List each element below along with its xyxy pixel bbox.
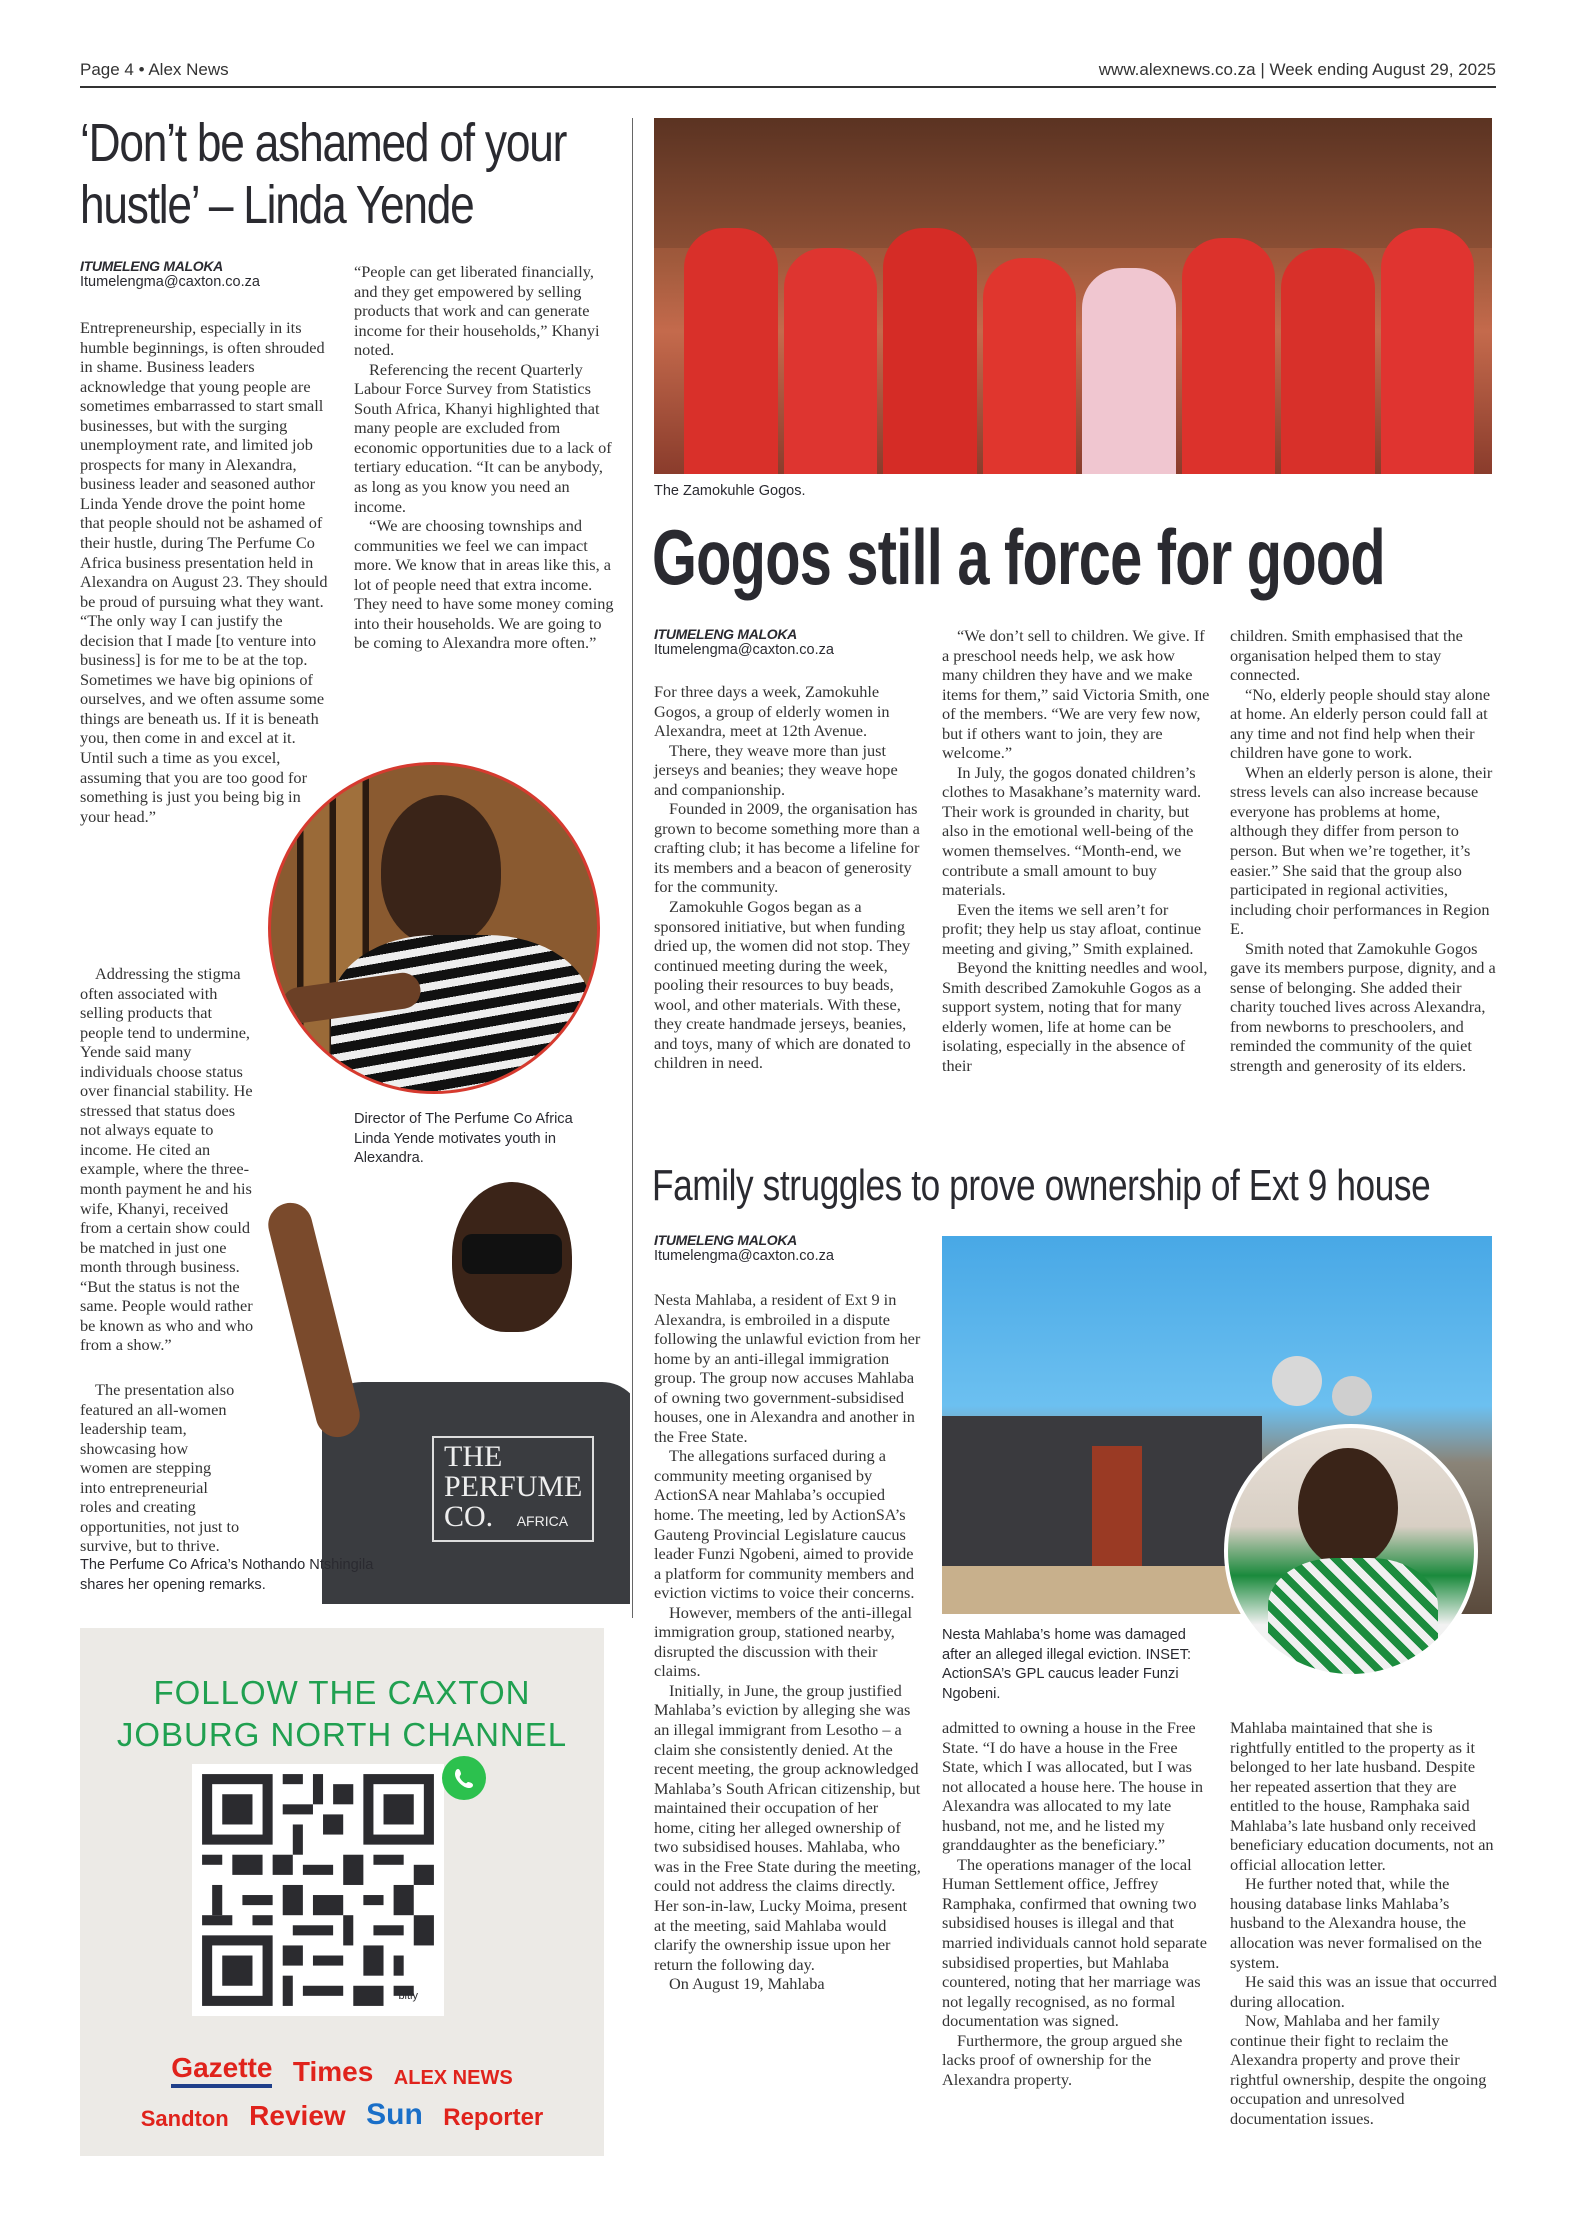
article2-byline: ITUMELENG MALOKA	[654, 626, 797, 642]
advert-title-line: FOLLOW THE CAXTON	[153, 1674, 531, 1711]
article2-col3-para: “No, elderly people should stay alone at home. An elderly person could fall at any time and not find help when their children have gone to work.	[1230, 684, 1491, 763]
article2-col3-para: Smith noted that Zamokuhle Gogos gave its members purpose, dignity, and a sense of belonging. She added their charity touched lives across Alexandra, from newborns to preschoolers, and reminded the community of the quiet strength and generosity of its elders.	[1230, 938, 1496, 1076]
phone-glyph	[442, 1756, 486, 1800]
article2-col1-para: There, they weave more than just jerseys and beanies; they weave hope and companionship.	[654, 740, 898, 799]
alex-news-logo: ALEX NEWS	[393, 2067, 513, 2089]
article1-byline: ITUMELENG MALOKA	[80, 258, 223, 274]
shirt-text: CO.	[444, 1500, 494, 1533]
gogos-group	[684, 228, 1474, 474]
shirt-text: THE	[444, 1440, 503, 1473]
article3-col3-para: Mahlaba maintained that she is rightfully entitled to the property as it belonged to her late husband. Despite her repeated assertion that they are entitled to the house, Ramphaka said Mahlaba’s late husband only received beneficiary education documents, not an official allocation letter.	[1230, 1718, 1494, 1874]
nothando-caption: The Perfume Co Africa’s Nothando Ntshingila shares her opening remarks.	[80, 1557, 374, 1593]
advert-title-line: JOBURG NORTH CHANNEL	[116, 1716, 568, 1753]
qr-code[interactable]	[192, 1764, 444, 2016]
times-logo: Times	[292, 2056, 374, 2087]
article1-col1-para: Entrepreneurship, especially in its humble beginnings, is often shrouded in shame. Business leaders acknowledge that young people are sometimes embarrassed to start small businesses, but with the surging unemployment rate, and limited job prospects for many in Alexandra, business leader and seasoned author Linda Yende drove the point home that people should not be ashamed of their hustle, during The Perfume Co Africa business presentation held in Alexandra on August 23. They should be proud of pursuing what they want. “The only way I can justify the decision that I made [to venture into business] is for me to be at the top. Sometimes we have big opinions of ourselves, and we often assume some things are beneath us. If it is beneath you, then come in and excel at it. Until such a time as you excel, assuming that you are too good for something is just you being big in your head.”	[80, 318, 328, 826]
article1-col2-para: “People can get liberated financially, and they get empowered by selling products that work and can generate income for their households,” Khanyi noted.	[354, 262, 600, 360]
article2-col2-para: In July, the gogos donated children’s clothes to Masakhane’s maternity ward. Their work is grounded in charity, but also in the emotional well-being of the women themselves. “Month-end, we contribute a small amount to buy materials.	[942, 762, 1202, 900]
article3-col2-para: admitted to owning a house in the Free State. “I do have a house in the Free State, which I was allocated, but I was not allocated a house here. The house in Alexandra was allocated to my late husband, not me, and he listed my granddaughter as the beneficiary.”	[942, 1718, 1204, 1855]
article3-col1-para: The allegations surfaced during a community meeting organised by ActionSA near Mahlaba’s occupied home. The meeting, led by ActionSA’s Gauteng Provincial Legislature caucus leader Funzi Ngobeni, aimed to provide a platform for community members and eviction victims to voice their concerns.	[654, 1446, 915, 1603]
article2-col2-para: Even the items we sell aren’t for profit; they help us stay afloat, continue meeting and giving,” Smith explained.	[942, 899, 1202, 958]
article2-col3-para: children. Smith emphasised that the organisation helped them to stay connected.	[1230, 626, 1463, 685]
header-rule	[80, 86, 1496, 88]
article1-byline-block	[80, 258, 340, 290]
article1-email: Itumelengma@caxton.co.za	[80, 274, 260, 290]
site-date-line: www.alexnews.co.za | Week ending August 29, 2025	[1098, 60, 1496, 79]
shirt-text: PERFUME	[444, 1470, 583, 1503]
logos-row-2	[80, 2098, 604, 2132]
article3-col2	[942, 1718, 1210, 2089]
article1-col1-end	[80, 1380, 240, 1556]
raised-arm	[264, 1198, 365, 1442]
satellite-dish	[1272, 1356, 1322, 1406]
whatsapp-icon	[442, 1756, 486, 1800]
article1-col2	[354, 262, 616, 653]
article1-col1-cont	[80, 964, 255, 1355]
article1-col1	[80, 318, 330, 826]
funzi-ngobeni-inset-photo	[1224, 1424, 1478, 1678]
advert-title	[80, 1672, 604, 1756]
article2-col2-para: Beyond the knitting needles and wool, Smith described Zamokuhle Gogos as a support system, noting that for many elderly women, life at home can be isolating, especially in the absence of their	[942, 958, 1208, 1076]
shirt-logo	[432, 1436, 594, 1542]
randburg-sun-logo: Sun	[366, 2098, 423, 2131]
article1-headline: ‘Don’t be ashamed of your hustle’ – Linda Yende	[80, 113, 567, 235]
article2-col1-para: For three days a week, Zamokuhle Gogos, a group of elderly women in Alexandra, meet at 12th Avenue.	[654, 682, 890, 741]
gogos-photo-caption: The Zamokuhle Gogos.	[654, 483, 806, 499]
article1-col2-para: “We are choosing townships and communities we feel we can impact more. We know that in areas like this, a lot of people need that extra income. They need to have some money coming into their households. We are going to be coming to Alexandra more often.”	[354, 516, 614, 653]
article2-headline: Gogos still a force for good	[652, 513, 1385, 601]
article3-col1	[654, 1290, 922, 1994]
linda-yende-photo	[268, 762, 600, 1094]
article3-headline: Family struggles to prove ownership of Ext 9 house	[652, 1161, 1431, 1210]
article3-col1-para: Nesta Mahlaba, a resident of Ext 9 in Alexandra, is embroiled in a dispute following the unlawful eviction from her home by an anti-illegal immigration group. The group now accuses Mahlaba of owning two government-subsidised houses, one in Alexandra and another in the Free State.	[654, 1290, 921, 1446]
article3-col3	[1230, 1718, 1498, 2128]
article2-col3	[1230, 626, 1498, 1076]
portrait-head	[381, 795, 501, 945]
article3-email: Itumelengma@caxton.co.za	[654, 1248, 834, 1264]
article3-col2-para: Furthermore, the group argued she lacks proof of ownership for the Alexandra property.	[942, 2030, 1183, 2089]
article3-col1-para: Initially, in June, the group justified Mahlaba’s eviction by alleging she was an illegal immigrant from Lesotho – a claim she consistently denied. At the recent meeting, the group acknowledged Mahlaba’s South African citizenship, but maintained their occupation of her home, citing her alleged ownership of two subsidised houses. Mahlaba, who was in the Free State during the meeting, could not address the claims directly. Her son-in-law, Lucky Moima, present at the meeting, said Mahlaba would clarify the ownership issue upon her return the following day.	[654, 1680, 921, 1974]
article3-col1-para: However, members of the anti-illegal immigration group, stationed nearby, disrupted the discussion with their claims.	[654, 1602, 913, 1681]
ground	[942, 1566, 1262, 1614]
article1-col1-para: The presentation also featured an all-women leadership team, showcasing how women are stepping into entrepreneurial roles and creating opportunities, not just to survive, but to thrive.	[80, 1380, 240, 1556]
qr-code-graphic	[192, 1764, 444, 2016]
article2-email: Itumelengma@caxton.co.za	[654, 642, 834, 658]
sunglasses	[462, 1234, 562, 1274]
article3-byline: ITUMELENG MALOKA	[654, 1232, 797, 1248]
article2-col1-para: Founded in 2009, the organisation has grown to become something more than a crafting club; it has become a lifeline for its members and a beacon of generosity for the community.	[654, 799, 920, 897]
article1-col1-para: Addressing the stigma often associated with selling products that people tend to undermine, Yende said many individuals choose status over financial stability. He stressed that status does not always equate to income. He cited an example, where the three-month payment he and his wife, Khanyi, received from a certain show could be matched in just one month through business. “But the status is not the same. People would rather be known as who and who from a show.”	[80, 964, 254, 1355]
midrand-reporter-logo: Reporter	[443, 2104, 544, 2131]
article2-col1	[654, 682, 922, 1073]
page-folio: Page 4 • Alex News	[80, 60, 229, 79]
fourways-review-logo: Review	[249, 2100, 346, 2131]
portrait-shirt	[331, 935, 591, 1094]
nothando-photo	[262, 1172, 630, 1604]
actionsa-shirt	[1268, 1558, 1438, 1678]
article2-col1-para: Zamokuhle Gogos began as a sponsored initiative, but when funding dried up, the women did not stop. They continued meeting during the week, pooling their resources to buy beads, wool, and other materials. With these, they create handmade jerseys, beanies, and toys, many of which are donated to children in need.	[654, 897, 911, 1073]
article3-col3-para: He said this was an issue that occurred during allocation.	[1230, 1972, 1497, 2011]
portrait-head	[1298, 1448, 1398, 1568]
house-door	[1092, 1446, 1142, 1566]
article2-byline-block	[654, 626, 914, 658]
article3-col3-para: Now, Mahlaba and her family continue their fight to reclaim the Alexandra property and prove their rightful ownership, despite the ongoing occupation and unresolved documentation issues.	[1230, 2011, 1487, 2128]
article1-col2-para: Referencing the recent Quarterly Labour Force Survey from Statistics South Africa, Khanyi highlighted that many people are excluded from economic opportunities due to a lack of tertiary education. “It can be anybody, as long as you know you need an income.	[354, 359, 612, 516]
article3-byline-block	[654, 1232, 914, 1264]
yende-caption: Director of The Perfume Co Africa Linda Yende motivates youth in Alexandra.	[354, 1111, 573, 1166]
zamokuhle-gogos-photo	[654, 118, 1492, 474]
satellite-dish	[1332, 1376, 1372, 1416]
article3-col2-para: The operations manager of the local Human Settlement office, Jeffrey Ramphaka, confirmed that owning two subsidised houses is illegal and that married individuals cannot hold separate subsidised properties, but Mahlaba countered, noting that her marriage was not legally recognised, as no formal documentation was signed.	[942, 1854, 1207, 2031]
shirt-text: AFRICA	[516, 1513, 569, 1529]
column-divider	[632, 118, 633, 1618]
article3-col1-para: On August 19, Mahlaba	[669, 1974, 825, 1994]
article2-col2	[942, 626, 1210, 1076]
bitly-label: bitly	[398, 1990, 418, 2002]
article2-col2-para: “We don’t sell to children. We give. If a preschool needs help, we ask how many children they have and we make items for them,” said Victoria Smith, one of the members. “We are very few now, but if others want to join, they are welcome.”	[942, 626, 1210, 763]
gazette-logo: Gazette	[171, 2052, 272, 2088]
article2-col3-para: When an elderly person is alone, their stress levels can also increase because everyone has problems at home, although they differ from person to person. But when we’re together, it’s easier.” She said that the group also participated in regional activities, including choir performances in Region E.	[1230, 762, 1493, 939]
sandton-chronicle-logo: Sandton	[140, 2106, 229, 2131]
whatsapp-channel-advert[interactable]	[80, 1628, 604, 2156]
logos-row-1	[80, 2052, 604, 2088]
article3-col3-para: He further noted that, while the housing database links Mahlaba’s husband to the Alexandra house, the allocation was never formalised on the system.	[1230, 1874, 1482, 1972]
mahlaba-house-caption: Nesta Mahlaba’s home was damaged after an alleged illegal eviction. INSET: ActionSA’s GPL caucus leader Funzi Ngobeni.	[942, 1627, 1192, 1702]
